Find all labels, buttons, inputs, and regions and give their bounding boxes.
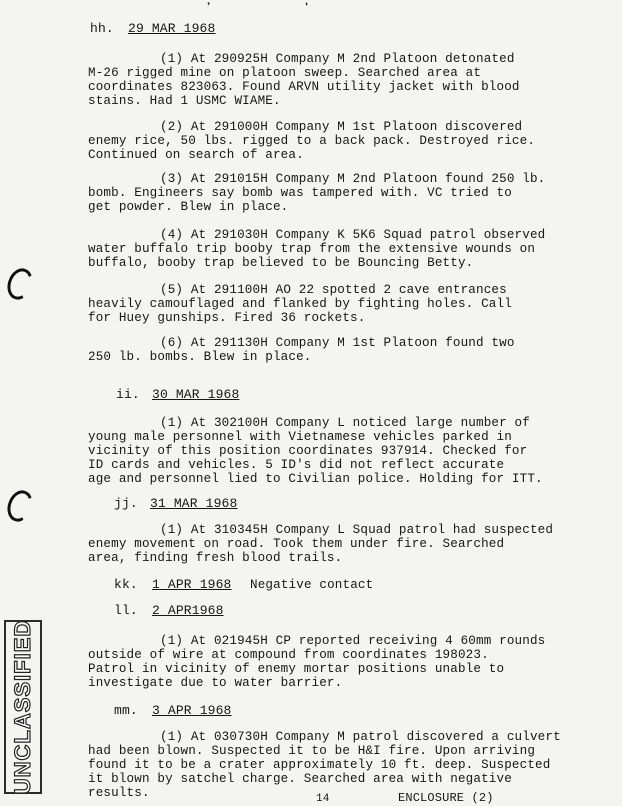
entry-ii-date: 30 MAR 1968 xyxy=(152,387,240,402)
stray-mark-icon: ❛ xyxy=(303,1,311,15)
entry-ll-date: 2 APR1968 xyxy=(152,603,224,618)
entry-ll-p1-line4: investigate due to water barrier. xyxy=(88,676,343,690)
entry-mm-p1-line1: (1) At 030730H Company M patrol discovered a culvert xyxy=(160,730,561,744)
entry-hh-p4-line1: (4) At 291030H Company K 5K6 Squad patrol observed xyxy=(160,228,546,242)
entry-jj-p1-line3: area, finding fresh blood trails. xyxy=(88,551,343,565)
entry-hh-p1-line2: M-26 rigged mine on platoon sweep. Searched area at xyxy=(88,66,482,80)
entry-hh-p2-line2: enemy rice, 50 lbs. rigged to a back pack. Destroyed rice. xyxy=(88,134,536,148)
entry-mm-p1-line5: results. xyxy=(88,786,150,800)
entry-hh-p1-line4: stains. Had 1 USMC WIAME. xyxy=(88,94,281,108)
unclassified-stamp-text: UNCLASSIFIED xyxy=(10,619,35,795)
entry-jj-p1-line2: enemy movement on road. Took them under fire. Searched xyxy=(88,537,505,551)
entry-ii-p1-line2: young male personnel with Vietnamese vehicles parked in xyxy=(88,430,512,444)
entry-mm-date: 3 APR 1968 xyxy=(152,703,232,718)
entry-hh-label: hh. xyxy=(90,21,114,36)
entry-kk-label: kk. xyxy=(114,577,138,592)
entry-ii-label: ii. xyxy=(116,387,140,402)
entry-hh-p3-line3: get powder. Blew in place. xyxy=(88,200,289,214)
binder-hole-mark-top xyxy=(3,265,36,303)
entry-mm-p1-line4: it blown by satchel charge. Searched area with negative xyxy=(88,772,512,786)
entry-ii-p1-line3: vicinity of this position coordinates 937914. Checked for xyxy=(88,444,528,458)
entry-hh-p6-line1: (6) At 291130H Company M 1st Platoon found two xyxy=(160,336,515,350)
binder-hole-mark-bottom xyxy=(3,487,36,525)
enclosure-label: ENCLOSURE (2) xyxy=(398,791,494,805)
page-number: 14 xyxy=(316,793,330,805)
entry-kk-date: 1 APR 1968 xyxy=(152,577,232,592)
entry-mm-p1-line2: had been blown. Suspected it to be H&I fire. Upon arriving xyxy=(88,744,536,758)
entry-kk-note: Negative contact xyxy=(250,578,374,592)
entry-mm-p1-line3: found it to be a crater approximately 10 ft. deep. Suspected xyxy=(88,758,551,772)
entry-hh-p5-line1: (5) At 291100H AO 22 spotted 2 cave entrances xyxy=(160,283,507,297)
stray-mark-icon: ❜ xyxy=(205,1,213,15)
entry-hh-p5-line2: heavily camouflaged and flanked by fighting holes. Call xyxy=(88,297,512,311)
entry-hh-p1-line1: (1) At 290925H Company M 2nd Platoon detonated xyxy=(160,52,515,66)
entry-hh-p2-line3: Continued on search of area. xyxy=(88,148,304,162)
entry-ll-p1-line3: Patrol in vicinity of enemy mortar positions unable to xyxy=(88,662,505,676)
entry-hh-p2-line1: (2) At 291000H Company M 1st Platoon discovered xyxy=(160,120,523,134)
entry-hh-p3-line2: bomb. Engineers say bomb was tampered with. VC tried to xyxy=(88,186,512,200)
entry-jj-date: 31 MAR 1968 xyxy=(150,496,238,511)
entry-ll-p1-line2: outside of wire at compound from coordinates 198023. xyxy=(88,648,489,662)
entry-mm-label: mm. xyxy=(114,703,138,718)
entry-ll-label: ll. xyxy=(114,603,138,618)
entry-hh-p4-line3: buffalo, booby trap believed to be Bouncing Betty. xyxy=(88,256,474,270)
entry-jj-label: jj. xyxy=(114,496,138,511)
entry-hh-date: 29 MAR 1968 xyxy=(128,21,216,36)
entry-hh-p1-line3: coordinates 823063. Found ARVN utility jacket with blood xyxy=(88,80,520,94)
entry-ii-p1-line5: age and personnel lied to Civilian police. Holding for ITT. xyxy=(88,472,543,486)
entry-ii-p1-line4: ID cards and vehicles. 5 ID's did not reflect accurate xyxy=(88,458,505,472)
entry-hh-p5-line3: for Huey gunships. Fired 36 rockets. xyxy=(88,311,366,325)
entry-ii-p1-line1: (1) At 302100H Company L noticed large number of xyxy=(160,416,530,430)
entry-hh-p4-line2: water buffalo trip booby trap from the extensive wounds on xyxy=(88,242,536,256)
entry-ll-p1-line1: (1) At 021945H CP reported receiving 4 60mm rounds xyxy=(160,634,546,648)
unclassified-stamp xyxy=(4,620,42,794)
entry-jj-p1-line1: (1) At 310345H Company L Squad patrol had suspected xyxy=(160,523,554,537)
entry-hh-p3-line1: (3) At 291015H Company M 2nd Platoon found 250 lb. xyxy=(160,172,546,186)
entry-hh-p6-line2: 250 lb. bombs. Blew in place. xyxy=(88,350,312,364)
